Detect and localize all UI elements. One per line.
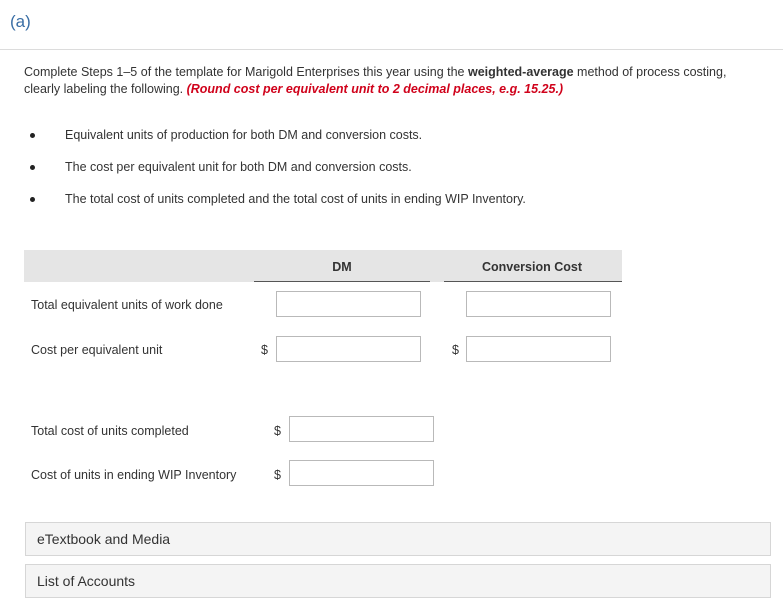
bullet-icon (30, 197, 35, 202)
list-item (30, 160, 730, 192)
instructions-method: weighted-average (467, 65, 574, 79)
row-label-total-cost-completed: Total cost of units completed (31, 424, 189, 438)
cc-header-underline (444, 281, 622, 282)
requirements-list (30, 128, 730, 224)
list-item-text: The cost per equivalent unit for both DM and conversion costs. (65, 160, 412, 174)
dm-cost-per-unit-input[interactable] (276, 336, 421, 362)
column-header-dm: DM (332, 260, 352, 274)
list-item (30, 128, 730, 160)
list-item-text: The total cost of units completed and the total cost of units in ending WIP Inventory. (65, 192, 526, 206)
total-cost-completed-input[interactable] (289, 416, 434, 442)
bullet-icon (30, 133, 35, 138)
instructions-suffix: method of process costing, clearly labeling the following. (24, 65, 727, 96)
ending-wip-cost-input[interactable] (289, 460, 434, 486)
part-label: (a) (10, 12, 31, 31)
column-header-conversion-cost: Conversion Cost (481, 260, 582, 274)
row-label-cost-per-unit: Cost per equivalent unit (31, 343, 163, 357)
etextbook-media-panel[interactable]: eTextbook and Media (25, 522, 771, 556)
divider (0, 49, 783, 50)
list-of-accounts-panel[interactable]: List of Accounts (25, 564, 771, 598)
cc-cost-per-unit-input[interactable] (466, 336, 611, 362)
list-item-text: Equivalent units of production for both DM and conversion costs. (65, 128, 423, 142)
dollar-sign: $ (261, 343, 268, 357)
bullet-icon (30, 165, 35, 170)
row-label-equivalent-units: Total equivalent units of work done (31, 298, 223, 312)
table-header (24, 250, 622, 282)
dollar-sign: $ (274, 468, 281, 482)
instructions-prefix: Complete Steps 1–5 of the template for Marigold Enterprises this year using the (24, 65, 468, 79)
row-label-ending-wip: Cost of units in ending WIP Inventory (31, 468, 237, 482)
list-item (30, 192, 730, 224)
instructions (24, 64, 759, 98)
dollar-sign: $ (274, 424, 281, 438)
dollar-sign: $ (452, 343, 459, 357)
dm-header-underline (254, 281, 430, 282)
dm-equivalent-units-input[interactable] (276, 291, 421, 317)
cc-equivalent-units-input[interactable] (466, 291, 611, 317)
rounding-note: (Round cost per equivalent unit to 2 decimal places, e.g. 15.25.) (186, 82, 564, 96)
